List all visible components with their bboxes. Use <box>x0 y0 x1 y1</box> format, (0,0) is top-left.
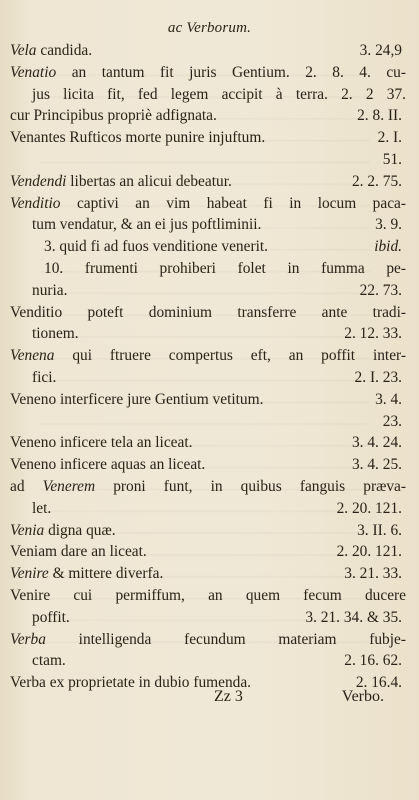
entry-text: Venire cui permiffum, an quem fecum ducere <box>10 586 406 604</box>
entry-reference: 23. <box>382 412 402 430</box>
entry-headword: Venena <box>10 347 55 365</box>
entry-reference: 2. 16.4. <box>355 674 402 692</box>
entry-text: tum vendatur, & an ei jus poftliminii. <box>32 216 262 234</box>
index-entry <box>10 476 406 520</box>
index-entry <box>10 105 406 127</box>
entry-headword: Vela <box>10 42 37 59</box>
entry-text: proni funt, in quibus fanguis præva- <box>113 477 406 495</box>
entry-text: fici. <box>32 368 57 386</box>
entry-text: captivi an vim habeat fi in locum paca- <box>76 194 406 212</box>
index-entry <box>10 520 406 542</box>
index-entry <box>10 193 406 302</box>
entry-reference: 2. I. <box>377 129 402 147</box>
entry-text: Veneno inficere aquas an liceat. <box>10 456 206 474</box>
entry-text: poffit. <box>32 608 70 626</box>
entry-reference: 2. 12. 33. <box>344 325 402 343</box>
entry-text: tionem. <box>32 325 79 343</box>
entry-text: Veneno inficere tela an liceat. <box>10 434 193 452</box>
index-entry <box>10 389 406 433</box>
entry-text: cur Principibus propriè adfignata. <box>10 107 217 125</box>
index-entry <box>10 62 406 106</box>
entry-text: Verba ex proprietate in dubio fumenda. <box>10 674 252 692</box>
entry-reference: 51. <box>382 150 402 168</box>
entry-headword: Vendendi <box>10 172 67 190</box>
signature-mark: Zz 3 <box>214 688 243 705</box>
entry-text: nuria. <box>32 281 68 299</box>
entry-reference: ibid. <box>374 238 402 256</box>
entry-headword: Verba <box>10 630 46 648</box>
entry-text: jus licita fit, fed legem accipit à terra. 2. 2 37. <box>32 85 406 103</box>
entry-text: & mittere diverfa. <box>52 565 164 583</box>
entry-reference: 3. 24,9 <box>359 42 402 59</box>
entry-text: Venantes Rufticos morte punire injuftum. <box>10 129 266 147</box>
index-entry <box>10 432 406 454</box>
index-entry <box>10 585 406 629</box>
entry-headword: Venerem <box>42 477 96 495</box>
entry-text: let. <box>32 499 52 517</box>
index-entry <box>10 40 406 62</box>
entry-text: digna quæ. <box>48 521 116 539</box>
index-entries <box>10 40 406 694</box>
entry-text: Venditio poteft dominium transferre ante tradi- <box>10 303 406 321</box>
entry-text: 3. quid fi ad fuos venditione venerit. <box>44 238 268 256</box>
entry-text: intelligenda fecundum materiam fubje- <box>78 630 406 648</box>
entry-headword: Venia <box>10 521 45 539</box>
entry-text: ad <box>10 477 25 495</box>
entry-reference: 3. II. 6. <box>357 521 402 539</box>
index-entry <box>10 171 406 193</box>
entry-text: candida. <box>40 42 93 59</box>
entry-text: qui ftruere compertus eft, an poffit inter- <box>72 347 406 365</box>
entry-text: Veniam dare an liceat. <box>10 543 147 561</box>
entry-headword: Venatio <box>10 63 57 81</box>
index-entry <box>10 563 406 585</box>
page-footer <box>10 688 406 712</box>
entry-reference: 2. 16. 62. <box>344 652 402 670</box>
entry-headword: Venditio <box>10 194 61 212</box>
entry-reference: 2. 2. 75. <box>351 172 402 190</box>
entry-reference: 22. 73. <box>359 281 402 299</box>
catchword: Verbo. <box>341 688 384 705</box>
index-entry <box>10 345 406 389</box>
index-entry <box>10 127 406 171</box>
entry-reference: 2. 8. II. <box>357 107 402 125</box>
entry-text: 10. frumenti prohiberi folet in fumma pe- <box>44 259 406 277</box>
entry-reference: 3. 4. 24. <box>351 434 402 452</box>
entry-text: libertas an alicui debeatur. <box>70 172 232 190</box>
entry-headword: Venire <box>10 565 49 583</box>
running-header: ac Verborum. <box>167 20 252 36</box>
index-entry <box>10 454 406 476</box>
index-entry <box>10 302 406 346</box>
entry-reference: 3. 21. 34. & 35. <box>305 608 402 626</box>
entry-reference: 3. 9. <box>375 216 402 234</box>
entry-reference: 2. I. 23. <box>354 368 402 386</box>
entry-reference: 3. 4. 25. <box>351 456 402 474</box>
index-entry <box>10 541 406 563</box>
entry-reference: 3. 4. <box>375 390 402 408</box>
index-entry <box>10 629 406 673</box>
entry-text: an tantum fit juris Gentium. 2. 8. 4. cu- <box>71 63 406 81</box>
entry-reference: 2. 20. 121. <box>336 543 402 561</box>
entry-reference: 3. 21. 33. <box>344 565 402 583</box>
entry-reference: 2. 20. 121. <box>336 499 402 517</box>
entry-text: Veneno interficere jure Gentium vetitum. <box>10 390 264 408</box>
entry-text: ctam. <box>32 652 66 670</box>
